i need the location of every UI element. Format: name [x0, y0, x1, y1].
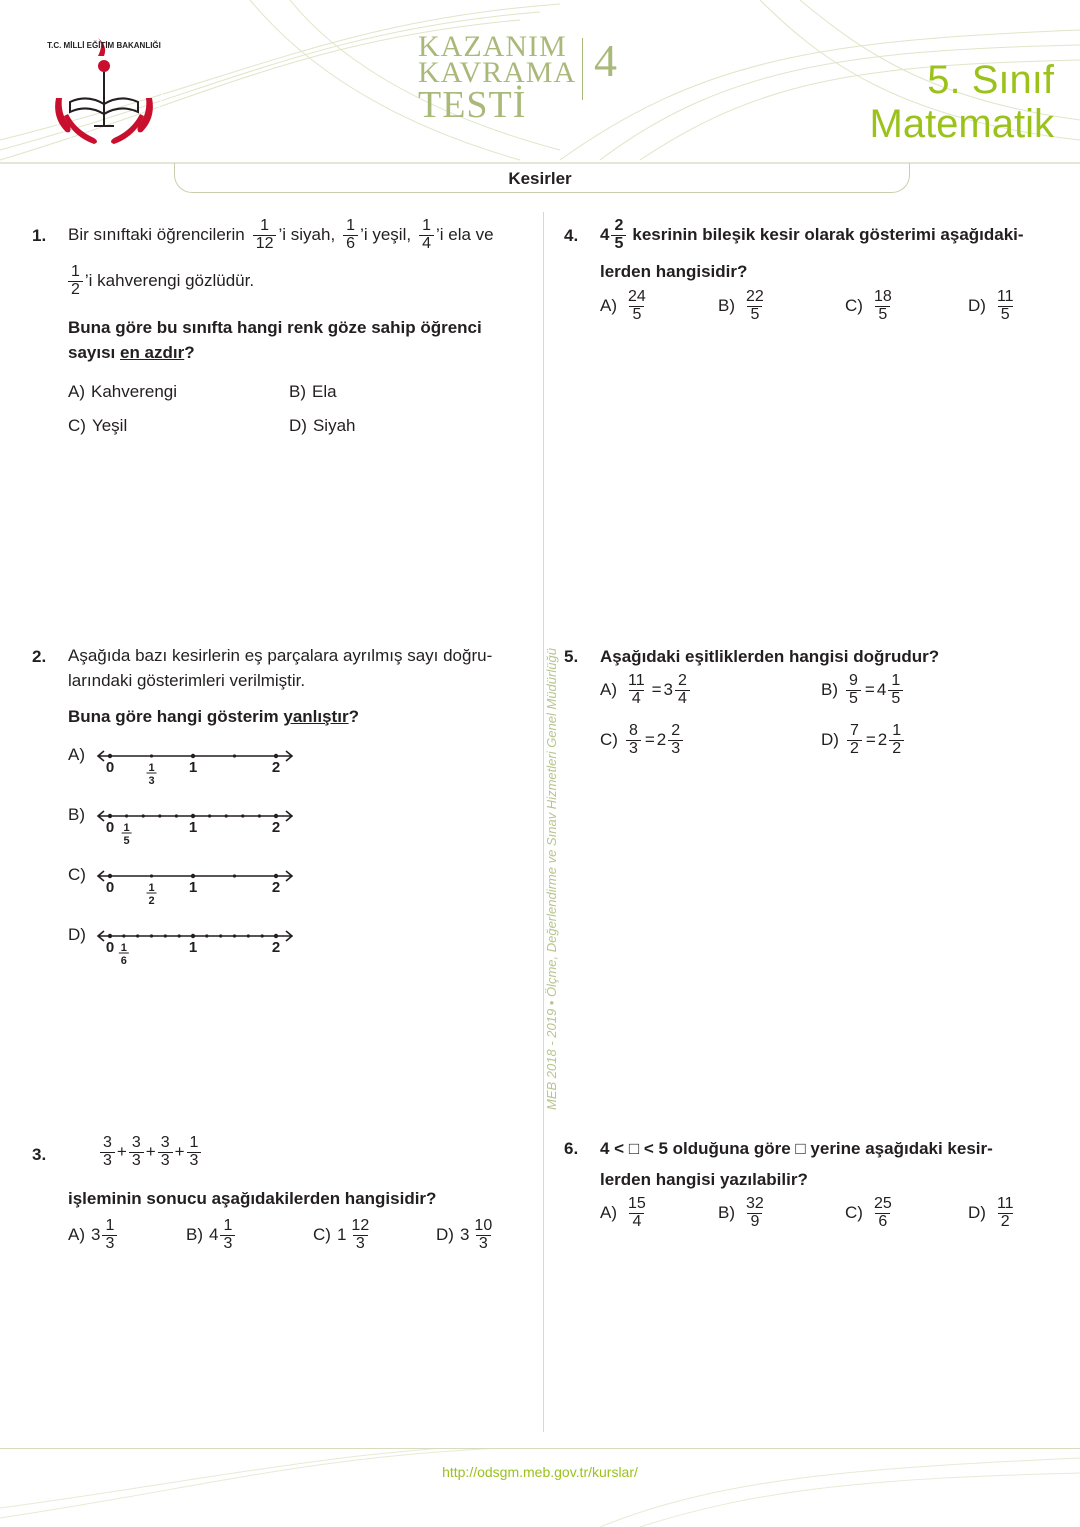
fraction-label-denominator: 2 [148, 895, 155, 907]
tick-mark [274, 814, 278, 818]
q6-number: 6. [564, 1139, 579, 1158]
q6-text1: 4 < □ < 5 olduğuna göre □ yerine aşağıdaki kesir- [600, 1139, 993, 1158]
q3-prompt: işleminin sonucu aşağıdakilerden hangisidir? [68, 1189, 437, 1208]
q3-option-c[interactable]: C) 1 12 3 [313, 1217, 370, 1252]
tick-mark [108, 874, 112, 878]
tick-mark [142, 814, 145, 817]
tick-mark [219, 934, 222, 937]
fraction-label-numerator: 1 [148, 882, 155, 894]
q1-fraction-2: 1 6 [343, 218, 358, 253]
tick-mark [108, 814, 112, 818]
q1-prompt-line2: sayısı en azdır? [68, 343, 195, 362]
q1-option-a[interactable]: A) Kahverengi [68, 382, 178, 401]
q5-prompt: Aşağıdaki eşitliklerden hangisi doğrudur? [600, 647, 940, 666]
tick-mark [122, 934, 125, 937]
title-line-2: KAVRAMA [418, 56, 577, 89]
q3-number: 3. [32, 1145, 47, 1164]
q1-line1 [68, 213, 494, 257]
q2-line1: Aşağıda bazı kesirlerin eş parçalara ayrılmış sayı doğru- [68, 646, 493, 665]
side-credit-text: MEB 2018 - 2019 • Ölçme, Değerlendirme ve Sınav Hizmetleri Genel Müdürlüğü [544, 648, 559, 1110]
tick-label-one: 1 [188, 879, 198, 896]
footer-link[interactable]: http://odsgm.meb.gov.tr/kurslar/ [442, 1464, 638, 1480]
fraction-label-denominator: 5 [123, 835, 130, 847]
q1-fraction-3: 1 4 [419, 218, 434, 253]
q5-option-a[interactable]: A) $\frac{11}{4}$ = 3 2 4 [600, 673, 692, 708]
tick-mark [136, 934, 139, 937]
q6-option-c[interactable]: C) 25 6 [845, 1195, 892, 1230]
q4-mixed-number: 4 2 5 [600, 218, 628, 253]
q3-plus-2: + [145, 1141, 156, 1161]
logo-ring-text: T.C. MİLLİ EĞİTİM BAKANLIĞI [47, 41, 161, 50]
tick-mark [158, 814, 161, 817]
tick-label-one: 1 [188, 759, 198, 776]
q1-fraction-1: 1 12 [253, 218, 277, 253]
tick-mark [191, 874, 195, 878]
test-number: 4 [594, 35, 617, 86]
tick-mark [175, 814, 178, 817]
q2-line2: larındaki gösterimleri verilmiştir. [68, 671, 306, 690]
q5-option-b[interactable]: B) $\frac{9}{5}$ = 4 1 5 [821, 673, 905, 708]
tick-mark [274, 934, 278, 938]
tick-mark [233, 934, 236, 937]
tick-mark [178, 934, 181, 937]
footer-line [0, 1448, 1080, 1449]
tick-mark [150, 754, 153, 757]
tick-mark [233, 874, 236, 877]
q4-line1 [600, 213, 1024, 257]
tick-mark [191, 754, 195, 758]
q6-option-d[interactable]: D) 11 2 [968, 1195, 1014, 1230]
fraction-label-denominator: 3 [148, 775, 155, 787]
tick-mark [247, 934, 250, 937]
tick-mark [108, 754, 112, 758]
q2-number-line-b [92, 805, 332, 851]
footer-decoration [0, 1448, 1080, 1527]
q3-option-d[interactable]: D) 3 10 3 [436, 1217, 493, 1252]
q2-option-b-label: B) [68, 805, 85, 824]
q2-option-a-label: A) [68, 745, 85, 764]
q6-option-a[interactable]: A) 15 4 [600, 1195, 646, 1230]
subject-label: Matematik [869, 102, 1054, 146]
tick-mark [208, 814, 211, 817]
q6-option-b[interactable]: B) 32 9 [718, 1195, 764, 1230]
tick-mark [164, 934, 167, 937]
tick-label-two: 2 [271, 879, 281, 896]
q2-option-c-label: C) [68, 865, 86, 884]
q1-number: 1. [32, 226, 47, 245]
tick-label-zero: 0 [105, 879, 115, 896]
title-line-3: TESTİ [418, 84, 527, 126]
q1-option-d[interactable]: D) Siyah [289, 416, 356, 435]
tick-mark [150, 934, 153, 937]
tick-label-one: 1 [188, 939, 198, 956]
tick-label-zero: 0 [105, 819, 115, 836]
q1-fraction-4: 1 2 [68, 264, 83, 299]
q3-plus-3: + [174, 1141, 185, 1161]
tick-label-zero: 0 [105, 759, 115, 776]
q1-text-c: ’i yeşil, [360, 224, 412, 244]
tick-mark [108, 934, 112, 938]
fraction-label-numerator: 1 [123, 822, 130, 834]
grade-subject [870, 60, 1055, 144]
q3-term-4: $\frac{1}{3}$ [187, 1135, 202, 1170]
topic-title: Kesirler [508, 169, 572, 188]
grade-label: 5. Sınıf [927, 58, 1054, 102]
q2-option-d-label: D) [68, 925, 86, 944]
q2-prompt: Buna göre hangi gösterim yanlıştır? [68, 707, 359, 726]
q4-option-c[interactable]: C) 18 5 [845, 288, 892, 323]
tick-mark [191, 814, 195, 818]
q1-option-b[interactable]: B) Ela [289, 382, 337, 401]
tick-label-two: 2 [271, 759, 281, 776]
q3-term-3: $\frac{3}{3}$ [158, 1135, 173, 1170]
tick-mark [241, 814, 244, 817]
tick-mark [191, 934, 195, 938]
tick-mark [274, 754, 278, 758]
q4-option-b[interactable]: B) 22 5 [718, 288, 764, 323]
q2-number-line-c [92, 865, 332, 911]
q4-option-d[interactable]: D) 11 5 [968, 288, 1014, 323]
q1-text-e: ’i kahverengi gözlüdür. [84, 270, 255, 290]
tick-mark [233, 754, 236, 757]
tick-mark [258, 814, 261, 817]
q1-prompt-line1: Buna göre bu sınıfta hangi renk göze sahip öğrenci [68, 318, 482, 337]
q2-number-line-a [92, 745, 332, 791]
tick-mark [225, 814, 228, 817]
tick-label-two: 2 [271, 939, 281, 956]
q5-number: 5. [564, 647, 579, 666]
tick-label-zero: 0 [105, 939, 115, 956]
tick-label-two: 2 [271, 819, 281, 836]
title-line-1: KAZANIM [418, 30, 567, 63]
tick-mark [205, 934, 208, 937]
q1-line2 [66, 259, 254, 303]
q4-text1: kesrinin bileşik kesir olarak gösterimi aşağıdaki- [632, 224, 1024, 244]
fraction-label-numerator: 1 [148, 762, 155, 774]
tick-mark [274, 874, 278, 878]
q5-option-c[interactable]: C) $\frac{8}{3}$ = 2 2 3 [600, 723, 685, 758]
q1-text-a: Bir sınıftaki öğrencilerin [68, 224, 245, 244]
q2-number-line-d [92, 925, 332, 971]
q1-text-d: ’i ela ve [436, 224, 494, 244]
tick-label-one: 1 [188, 819, 198, 836]
ministry-logo [42, 28, 166, 152]
tick-mark [150, 874, 153, 877]
fraction-label-numerator: 1 [120, 942, 127, 954]
title-divider [582, 38, 583, 100]
q3-term-2: $\frac{3}{3}$ [129, 1135, 144, 1170]
q2-number: 2. [32, 647, 47, 666]
tick-mark [125, 814, 128, 817]
fraction-label-denominator: 6 [120, 955, 127, 967]
q5-option-d[interactable]: D) $\frac{7}{2}$ = 2 1 2 [821, 723, 906, 758]
q1-option-c[interactable]: C) Yeşil [68, 416, 128, 435]
q3-option-b[interactable]: B) 4 1 3 [186, 1218, 237, 1253]
q4-option-a[interactable]: A) 24 5 [600, 288, 646, 323]
q6-text2: lerden hangisi yazılabilir? [600, 1170, 808, 1189]
q4-text2: lerden hangisidir? [600, 262, 748, 281]
q4-number: 4. [564, 226, 579, 245]
q3-plus-1: + [116, 1141, 127, 1161]
q3-term-1: 3 3 [100, 1135, 115, 1170]
q1-text-b: ’i siyah, [278, 224, 336, 244]
q3-expression [98, 1130, 203, 1174]
q3-option-a[interactable]: A) 3 1 3 [68, 1218, 119, 1253]
tick-mark [261, 934, 264, 937]
